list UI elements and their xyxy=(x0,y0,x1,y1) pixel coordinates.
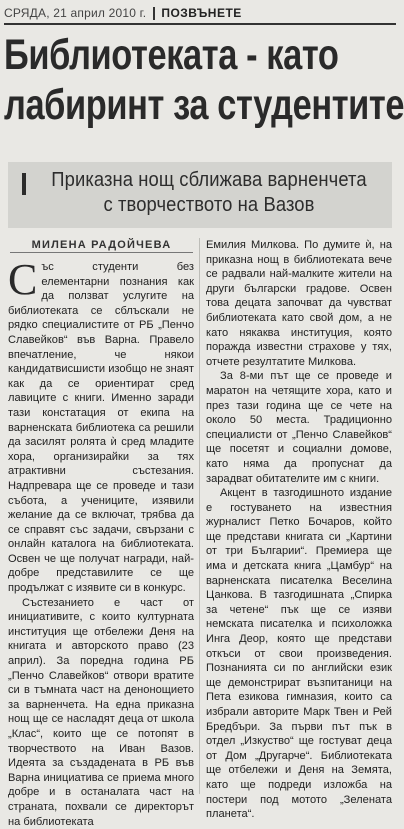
headline xyxy=(4,30,404,130)
byline: МИЛЕНА РАДОЙЧЕВА xyxy=(31,239,172,251)
section-name: ПОЗВЪНЕТЕ xyxy=(161,6,242,20)
article-paragraph: Акцент в тазгодишното издание е гостуването на известния журналист Петко Бочаров, който ще представи книгата си „Картини от три Българии“. Премиера ще има и детската книга „Цамбур“ на варненската писателка Веселина Цанкова. В тазгодишната „Спирка за четене“ пък ще се изяви немската писателка и психоложка Инга Деор, която ще представи откъси от свои произведения. Познанията си по английски език ще демонстрират възпитаници на Пета езикова гимназия, които са избрали авторите Марк Твен и Рей Бредбъри. За първи път пък в отдел „Изкуство“ ще гостуват деца от Дом „Другарче“. Библиотеката ще отбележи и Деня на Земята, като ще подреди изложба на постери под мотото „Зелената планета“. xyxy=(206,487,392,821)
column-divider xyxy=(199,238,200,794)
subheadline-box xyxy=(8,162,392,228)
article-paragraph xyxy=(8,255,194,596)
subheadline xyxy=(46,168,372,218)
subheadline-line-1: Приказна нощ сближава варненчета xyxy=(51,169,367,191)
article-paragraph: Емилия Милкова. По думите ѝ, на приказна нощ в библиотеката вече се радвали най-малките жители на други български градове. Освен това децата започват да чувстват библиотеката като свой дом, а не като някаква институция, която поражда известни страхове у тях, отчете резултатите Милкова. xyxy=(206,239,392,368)
header-divider xyxy=(153,7,155,20)
drop-cap: С xyxy=(8,255,38,304)
article-column-left xyxy=(8,255,194,828)
issue-date: СРЯДА, 21 април 2010 г. xyxy=(4,6,147,20)
article-paragraph: За 8-ми път ще се проведе и маратон на четящите хора, като и през тази година ще се чете на около 50 места. Традиционно специалисти от „Пенчо Славейков“ ще посетят и социални домове, като няма да пропуснат да зарадват обитателите им с книги. xyxy=(206,370,392,485)
headline-line-1: Библиотеката - като xyxy=(4,31,339,79)
subheadline-line-2: с творчеството на Вазов xyxy=(103,194,315,216)
header-strip xyxy=(4,3,396,25)
article-paragraph: Състезанието е част от инициативите, с които културната институция ще отбележи Деня на книгата и авторското право (23 април). За поредна година РБ „Пенчо Славейков“ отвори вратите си в тъмната част на денонощието за варненчета. На една приказна нощ ще се насладят деца от школа „Клас“, които ще се потопят в творчеството на Иван Вазов. Идеята за създадената в РБ във Варна инициатива се приема много добре и в останалата част на страната, похвали се директорът на библиотеката xyxy=(8,596,194,828)
headline-line-2: лабиринт за студентите xyxy=(4,81,404,129)
article-column-right xyxy=(206,238,392,821)
byline-rule xyxy=(10,252,193,253)
subheadline-bar-icon xyxy=(22,173,26,195)
article-paragraph-text: ъс студенти без елементарни познания как да ползват услугите на библиотеката се сблъскали не рядко специалистите от РБ „Пенчо Славейков“ във Варна. Правело впечатление, че някои кандидатвисшисти изобщо не знаят как да се ориентират сред лавиците с книги. Именно заради тази констатация от екипа на варненската библиотека са решили да засилят ролята ѝ сред младите хора, организирайки за тях атрактивни състезания. Надпревара ще се проведе и тази събота, а учениците, изявили желание да се включат, трябва да се справят със задачи, свързани с онлайн каталога на библиотеката. Освен че ще получат награди, най-добре представилите се ще продължат с изявите си в конкурс. xyxy=(8,261,194,595)
